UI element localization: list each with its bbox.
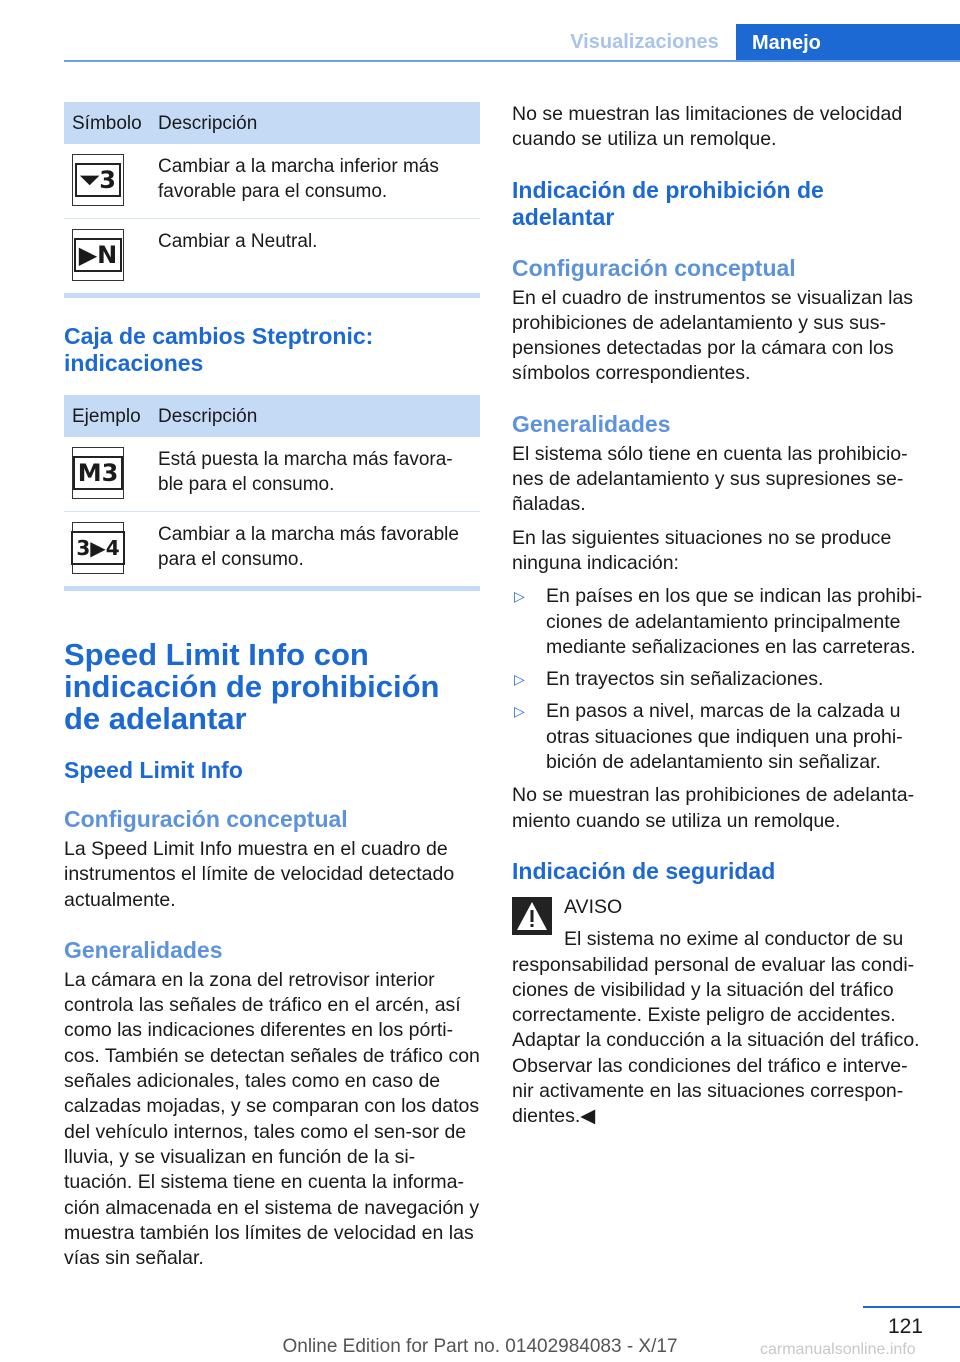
warning-label: AVISO <box>564 895 623 918</box>
3-to-4-icon: 3▶4 <box>72 522 124 574</box>
table-row <box>64 437 480 512</box>
table-header-description: Descripción <box>150 395 480 437</box>
warning-text: El sistema no exime al conductor de su responsabilidad personal de evaluar las condi-ciones de visibilidad y la situación del tráfico correctamente. Existe peligro de accidentes. Adaptar la conducción a la situación del tráfico. Observar las condiciones del tráfico e interve-nir activamente en las situaciones correspon-dientes.◀ <box>512 928 920 1128</box>
edition-footer: Online Edition for Part no. 01402984083 - X/17 <box>282 1336 678 1357</box>
situations-intro: En las siguientes situaciones no se produce ninguna indicación: <box>512 526 892 574</box>
main-section-title: Speed Limit Info con indicación de prohibición de adelantar <box>64 637 440 736</box>
table-cell-description: Está puesta la marcha más favora-ble para el consumo. <box>150 437 480 512</box>
table-header-description: Descripción <box>150 102 480 144</box>
header-section-tab: Visualizaciones <box>570 31 719 53</box>
table-cell-description: Cambiar a la marcha inferior más favorable para el consumo. <box>150 144 480 219</box>
table-header-symbol: Símbolo <box>64 102 150 144</box>
steptronic-table <box>64 395 480 586</box>
table-end-rule <box>64 293 480 298</box>
general-text: El sistema sólo tiene en cuenta las prohibicio-nes de adelantamiento y sus supresiones se-ñaladas. <box>512 442 908 516</box>
speed-limit-info-heading: Speed Limit Info <box>64 757 243 783</box>
symbols-table <box>64 102 480 293</box>
header-rule <box>64 60 960 62</box>
general-text: La cámara en la zona del retrovisor interior controla las señales de tráfico en el arcén, así como las indicaciones diferentes en los pórti-cos. También se detectan señales de tráfico con señales adicionales, tales como en caso de calzadas mojadas, y se comparan con los datos del vehículo internos, tales como el sen-sor de lluvia, y se visualizan en función de la si-tuación. El sistema tiene en cuenta la informa-ción almacenada en el sistema de navegación y muestra también los límites de velocidad en las vías sin señalar. <box>64 968 480 1270</box>
warning-triangle-icon <box>512 897 552 935</box>
concept-heading: Configuración conceptual <box>512 254 796 281</box>
concept-text: En el cuadro de instrumentos se visualizan las prohibiciones de adelantamiento y sus sus-pensiones detectadas por la cámara con los símbolos correspondientes. <box>512 286 914 385</box>
right-column <box>512 102 928 1130</box>
safety-heading: Indicación de seguridad <box>512 857 776 884</box>
left-column <box>64 102 480 1271</box>
page-number: 121 <box>887 1315 923 1338</box>
steptronic-heading: Caja de cambios Steptronic: indicaciones <box>64 323 374 376</box>
bullet-triangle-icon: ▷ <box>514 703 525 720</box>
concept-text: La Speed Limit Info muestra en el cuadro de instrumentos el límite de velocidad detectado actualmente. <box>64 838 455 911</box>
trailer-overtaking-text: No se muestran las prohibiciones de adelanta-miento cuando se utiliza un remolque. <box>512 784 915 832</box>
table-row <box>64 219 480 294</box>
shift-down-icon: ⏷3 <box>72 154 124 206</box>
list-item: ▷ En trayectos sin señalizaciones. <box>512 667 928 692</box>
table-row <box>64 512 480 587</box>
page-number-rule <box>863 1306 960 1308</box>
header-chapter-tab: Manejo <box>736 24 960 62</box>
table-row <box>64 144 480 219</box>
watermark: carmanualsonline.info <box>760 1341 916 1358</box>
situations-list <box>512 584 928 775</box>
list-item: ▷ En pasos a nivel, marcas de la calzada u otras situaciones que indiquen una prohi-bición de adelantamiento sin señalizar. <box>514 700 903 774</box>
list-item: ▷ En países en los que se indican las prohibi-ciones de adelantamiento principalmente mediante señalizaciones en las carreteras. <box>514 585 923 658</box>
bullet-triangle-icon: ▷ <box>514 588 525 605</box>
general-heading: Generalidades <box>512 410 671 437</box>
table-cell-description: Cambiar a Neutral. <box>158 231 318 252</box>
overtaking-heading: Indicación de prohibición de adelantar <box>512 176 824 230</box>
general-heading: Generalidades <box>64 936 223 963</box>
table-header-example: Ejemplo <box>64 395 150 437</box>
table-end-rule <box>64 586 480 591</box>
concept-heading: Configuración conceptual <box>64 806 348 832</box>
table-cell-description: Cambiar a la marcha más favorable para el consumo. <box>158 524 459 570</box>
trailer-speed-text: No se muestran las limitaciones de velocidad cuando se utiliza un remolque. <box>512 103 903 151</box>
warning-block <box>512 895 928 1130</box>
bullet-triangle-icon: ▷ <box>514 671 525 688</box>
neutral-icon: ▶N <box>72 229 124 281</box>
m3-icon: M3 <box>72 447 124 499</box>
